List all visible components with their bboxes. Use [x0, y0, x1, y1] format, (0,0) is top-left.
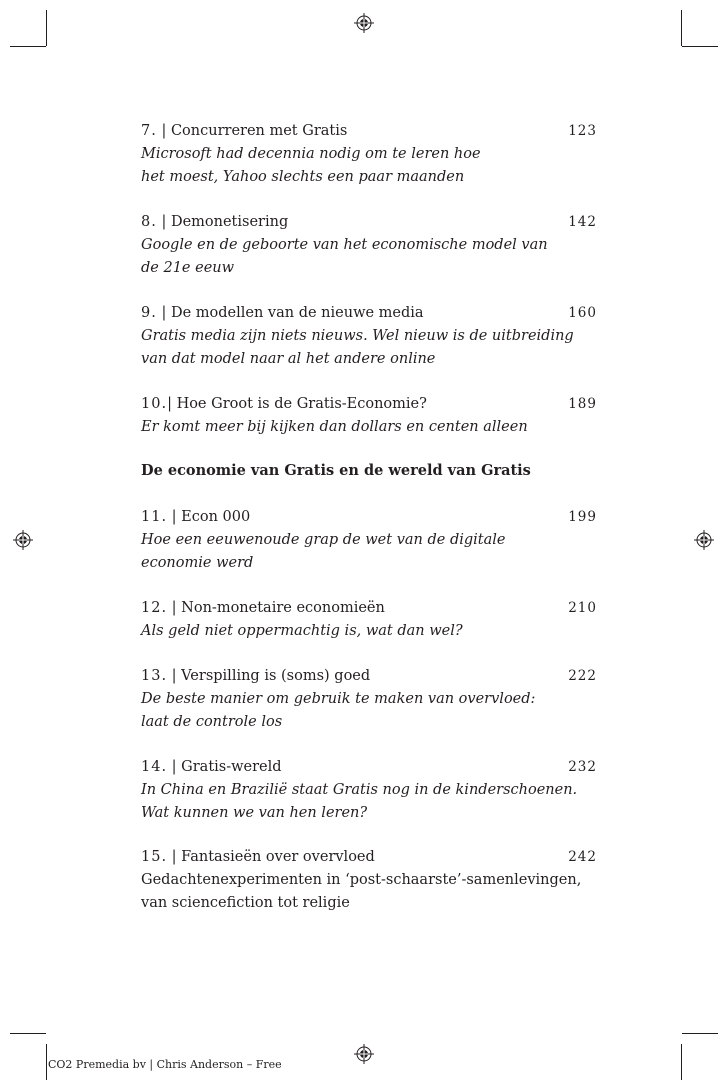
chapter-title: Non-monetaire economieën — [181, 600, 385, 616]
toc-entry — [141, 120, 597, 189]
toc-entry — [141, 665, 597, 734]
subtitle-line: De beste manier om gebruik te maken van overvloed: — [141, 691, 536, 707]
toc-entry-heading — [141, 211, 597, 234]
page-number: 232 — [568, 759, 597, 775]
toc-entry — [141, 211, 597, 280]
chapter-title: Demonetisering — [170, 214, 289, 230]
toc-entry-heading — [141, 120, 597, 143]
chapter-number: 9. — [141, 305, 157, 321]
separator: | — [167, 668, 182, 684]
toc-entry-heading — [141, 597, 597, 620]
toc-entry — [141, 846, 597, 915]
page-number: 142 — [568, 214, 597, 230]
chapter-title: Gratis-wereld — [181, 759, 282, 775]
subtitle-line: economie werd — [141, 555, 254, 571]
chapter-subtitle — [141, 620, 597, 643]
page-number: 242 — [568, 849, 597, 865]
print-footer: CO2 Premedia bv | Chris Anderson – Free — [48, 1058, 282, 1071]
crop-mark — [10, 46, 46, 47]
subtitle-line: van sciencefiction tot religie — [141, 895, 350, 911]
chapter-number: 13. — [141, 668, 168, 684]
chapter-subtitle — [141, 416, 597, 439]
subtitle-line: Wat kunnen we van hen leren? — [141, 805, 368, 821]
subtitle-line: Als geld niet oppermachtig is, wat dan wel? — [141, 623, 463, 639]
subtitle-line: het moest, Yahoo slechts een paar maanden — [141, 169, 465, 185]
subtitle-line: Microsoft had decennia nodig om te leren hoe — [141, 146, 481, 162]
crop-mark — [46, 10, 47, 46]
chapter-subtitle — [141, 234, 597, 280]
toc-entry — [141, 302, 597, 371]
chapter-number: 8. — [141, 214, 157, 230]
subtitle-line: Gratis media zijn niets nieuws. Wel nieuw is de uitbreiding — [141, 328, 574, 344]
toc-entry — [141, 393, 597, 439]
subtitle-line: Hoe een eeuwenoude grap de wet van de digitale — [141, 532, 506, 548]
chapter-title: Fantasieën over overvloed — [181, 849, 375, 865]
crop-mark — [10, 1033, 46, 1034]
registration-mark-icon — [354, 13, 374, 33]
chapter-subtitle — [141, 688, 597, 734]
registration-mark-icon — [354, 1044, 374, 1064]
toc-entry-heading — [141, 302, 597, 325]
chapter-number: 12. — [141, 600, 168, 616]
subtitle-line: Gedachtenexperimenten in ‘post-schaarste’-samenlevingen, — [141, 872, 582, 888]
chapter-subtitle — [141, 779, 597, 825]
crop-mark — [682, 46, 718, 47]
separator: | — [156, 305, 171, 321]
crop-mark — [681, 10, 682, 46]
chapter-subtitle — [141, 143, 597, 189]
chapter-number: 15. — [141, 849, 168, 865]
subtitle-line: van dat model naar al het andere online — [141, 351, 436, 367]
toc-entry — [141, 597, 597, 643]
toc-entry-heading — [141, 506, 597, 529]
crop-mark — [46, 1044, 47, 1080]
separator: | — [156, 214, 171, 230]
page-number: 210 — [568, 600, 597, 616]
chapter-title: De modellen van de nieuwe media — [170, 305, 424, 321]
page-number: 199 — [568, 509, 597, 525]
registration-mark-icon — [694, 530, 714, 550]
toc-entry-heading — [141, 846, 597, 869]
toc-entry — [141, 506, 597, 575]
toc-entry — [141, 756, 597, 825]
page-number: 222 — [568, 668, 597, 684]
page-number: 160 — [568, 305, 597, 321]
separator: | — [167, 509, 182, 525]
chapter-number: 7. — [141, 123, 157, 139]
crop-mark — [682, 1033, 718, 1034]
page-number: 123 — [568, 123, 597, 139]
chapter-title: Econ 000 — [181, 509, 251, 525]
subtitle-line: de 21e eeuw — [141, 260, 235, 276]
page-number: 189 — [568, 396, 597, 412]
subtitle-line: laat de controle los — [141, 714, 283, 730]
subtitle-line: In China en Brazilië staat Gratis nog in de kinderschoenen. — [141, 782, 578, 798]
toc-entry-heading — [141, 393, 597, 416]
section-heading: De economie van Gratis en de wereld van Gratis — [141, 462, 531, 479]
chapter-title: Concurreren met Gratis — [170, 123, 348, 139]
separator: | — [167, 759, 182, 775]
toc-entry-heading — [141, 665, 597, 688]
subtitle-line: Google en de geboorte van het economische model van — [141, 237, 548, 253]
chapter-subtitle — [141, 325, 597, 371]
separator: | — [156, 123, 171, 139]
chapter-title: Hoe Groot is de Gratis-Economie? — [176, 396, 427, 412]
toc-entry-heading — [141, 756, 597, 779]
separator: | — [167, 396, 177, 412]
registration-mark-icon — [13, 530, 33, 550]
separator: | — [167, 849, 182, 865]
chapter-number: 14. — [141, 759, 168, 775]
chapter-subtitle — [141, 529, 597, 575]
chapter-title: Verspilling is (soms) goed — [181, 668, 371, 684]
chapter-number: 10. — [141, 396, 168, 412]
separator: | — [167, 600, 182, 616]
chapter-number: 11. — [141, 509, 168, 525]
chapter-subtitle — [141, 869, 597, 915]
crop-mark — [681, 1044, 682, 1080]
subtitle-line: Er komt meer bij kijken dan dollars en centen alleen — [141, 419, 528, 435]
